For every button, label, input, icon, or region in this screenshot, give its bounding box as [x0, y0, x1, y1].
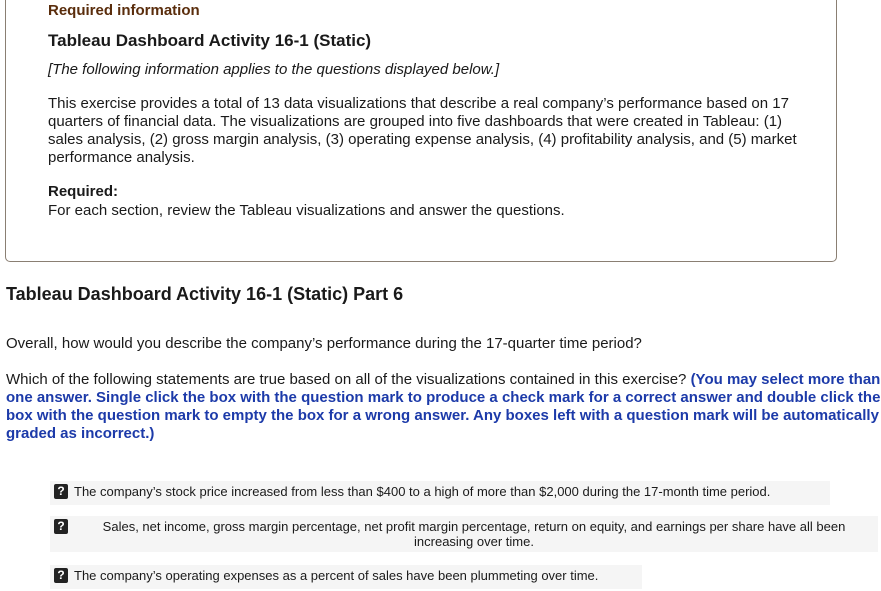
option-text: The company’s stock price increased from less than $400 to a high of more than $2,000 during the 17-month time period. [74, 484, 771, 499]
info-paragraph: This exercise provides a total of 13 data visualizations that describe a real company’s performance based on 17 quarters of financial data. The visualizations are grouped into five dashboards that were created in Tableau: (1) sales analysis, (2) gross margin analysis, (3) operating expense analysis, (4) profitability analysis, and (5) market performance analysis. [48, 95, 797, 166]
required-label: Required: [48, 183, 119, 200]
info-note: [The following information applies to the questions displayed below.] [48, 61, 500, 78]
part-title: Tableau Dashboard Activity 16-1 (Static) Part 6 [6, 284, 404, 304]
question-mark-checkbox[interactable]: ? [54, 568, 68, 583]
option-2 [50, 516, 878, 552]
question-1: Overall, how would you describe the company’s performance during the 17-quarter time period? [6, 335, 642, 352]
question-2 [6, 371, 881, 443]
option-text: Sales, net income, gross margin percentage, net profit margin percentage, return on equity, and earnings per share have all been increasing over time. [102, 519, 846, 549]
instructions: (You may select more than one answer. Single click the box with the question mark to produce a check mark for a correct answer and double click the box with the question mark to empty the box for a wrong answer. Any boxes left with a question mark will be automatically graded as incorrect.) [6, 371, 881, 442]
option-text: The company’s operating expenses as a percent of sales have been plummeting over time. [74, 568, 599, 583]
question-mark-checkbox[interactable]: ? [54, 484, 68, 499]
question-mark-checkbox[interactable]: ? [54, 519, 68, 534]
option-1 [50, 481, 830, 505]
required-text: For each section, review the Tableau visualizations and answer the questions. [48, 202, 565, 219]
option-3 [50, 565, 642, 589]
required-info-label: Required information [48, 2, 200, 19]
activity-title: Tableau Dashboard Activity 16-1 (Static) [48, 31, 372, 50]
question-2-text: Which of the following statements are true based on all of the visualizations contained in this exercise? [6, 371, 687, 388]
